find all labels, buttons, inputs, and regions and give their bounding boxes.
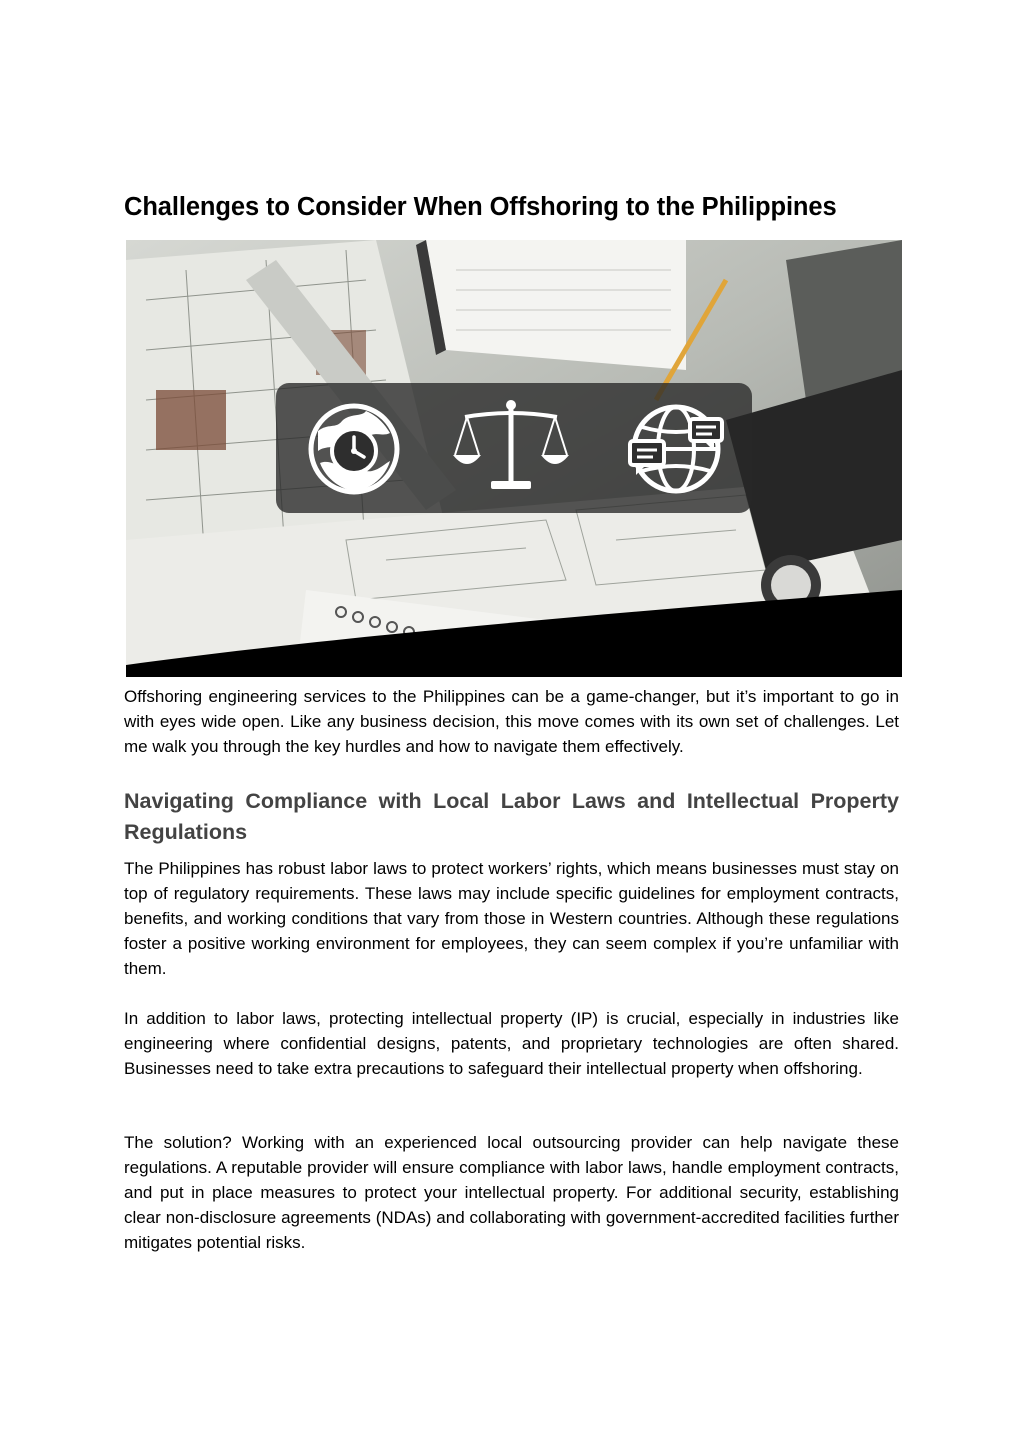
intro-paragraph: Offshoring engineering services to the Philippines can be a game-changer, but it’s important to go in with eyes wide open. Like any business decision, this move comes with its own set of challenges. Let me walk you through the key hurdles and how to navigate them effectively. bbox=[124, 687, 899, 756]
body-paragraph-2: In addition to labor laws, protecting intellectual property (IP) is crucial, especially in industries like engineering where confidential designs, patents, and proprietary technologies are often shared. Businesses need to take extra precautions to safeguard their intellectual property when offshoring. bbox=[124, 1009, 899, 1078]
body-paragraph-3: The solution? Working with an experienced local outsourcing provider can help navigate these regulations. A reputable provider will ensure compliance with labor laws, handle employment contracts, and put in place measures to protect your intellectual property. For additional security, establishing clear non-disclosure agreements (NDAs) and collaborating with government-accredited facilities further mitigates potential risks. bbox=[124, 1133, 899, 1252]
scales-of-justice-icon bbox=[451, 397, 571, 497]
page-title: Challenges to Consider When Offshoring to the Philippines bbox=[124, 193, 837, 221]
section-heading: Navigating Compliance with Local Labor Laws and Intellectual Property Regulations bbox=[124, 789, 899, 844]
icon-panel bbox=[276, 383, 752, 513]
globe-clock-icon bbox=[306, 401, 402, 497]
hero-image bbox=[126, 240, 902, 677]
globe-chat-icon bbox=[626, 401, 726, 497]
body-paragraph-1: The Philippines has robust labor laws to protect workers’ rights, which means businesses must stay on top of regulatory requirements. These laws may include specific guidelines for employment contracts, benefits, and working conditions that vary from those in Western countries. Although these regulations foster a positive working environment for employees, they can seem complex if you’re unfamiliar with them. bbox=[124, 859, 899, 978]
